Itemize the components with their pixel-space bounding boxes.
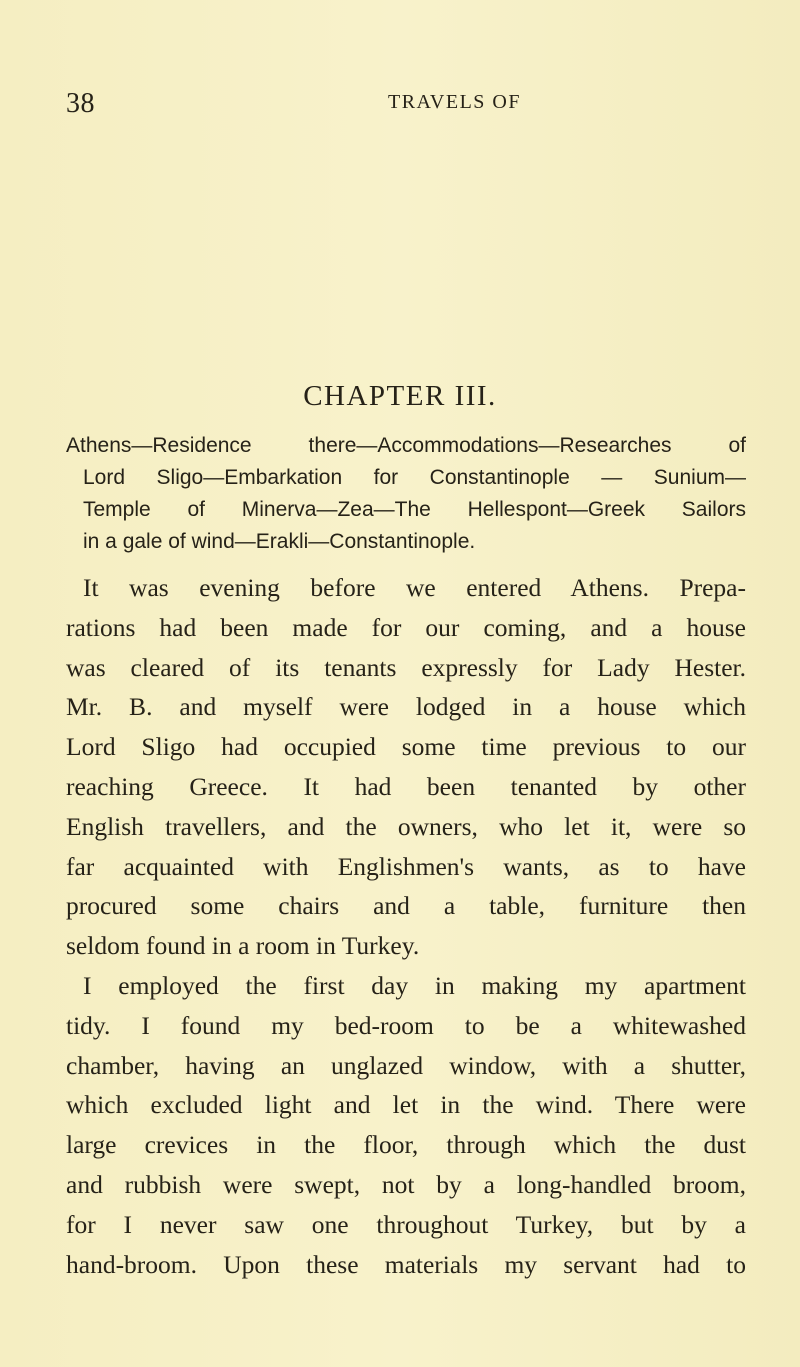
text-line: was cleared of its tenants expressly for Lady Hester. bbox=[66, 652, 746, 682]
chapter-summary bbox=[66, 430, 746, 558]
text-line: far acquainted with Englishmen's wants, as to have bbox=[66, 851, 746, 881]
text-line: hand-broom. Upon these materials my servant had to bbox=[66, 1249, 746, 1279]
summary-line: Athens—Residence there—Accommodations—Researches of bbox=[66, 434, 746, 457]
text-line: chamber, having an unglazed window, with a shutter, bbox=[66, 1050, 746, 1080]
body-text bbox=[66, 568, 746, 1284]
text-line: Lord Sligo had occupied some time previous to our bbox=[66, 732, 746, 762]
text-line: rations had been made for our coming, and a house bbox=[66, 612, 746, 642]
running-title: TRAVELS OF bbox=[388, 91, 521, 113]
text-line: large crevices in the floor, through which the dust bbox=[66, 1130, 746, 1160]
running-head bbox=[66, 88, 746, 118]
text-line: English travellers, and the owners, who let it, were so bbox=[66, 811, 746, 841]
text-line: which excluded light and let in the wind. There were bbox=[66, 1090, 746, 1120]
text-line: for I never saw one throughout Turkey, but by a bbox=[66, 1209, 746, 1239]
text-line: tidy. I found my bed-room to be a whitewashed bbox=[66, 1010, 746, 1040]
text-line: procured some chairs and a table, furniture then bbox=[66, 891, 746, 921]
summary-line: Lord Sligo—Embarkation for Constantinople — Sunium— bbox=[83, 466, 746, 489]
text-line: and rubbish were swept, not by a long-handled broom, bbox=[66, 1169, 746, 1199]
text-line: seldom found in a room in Turkey. bbox=[66, 931, 420, 961]
text-line: It was evening before we entered Athens. Prepa- bbox=[83, 573, 746, 602]
page-number: 38 bbox=[66, 88, 95, 119]
summary-line: in a gale of wind—Erakli—Constantinople. bbox=[83, 530, 476, 553]
text-line: I employed the first day in making my apartment bbox=[83, 970, 746, 1000]
text-line: Mr. B. and myself were lodged in a house which bbox=[66, 692, 746, 722]
chapter-heading: CHAPTER III. bbox=[303, 380, 497, 412]
summary-line: Temple of Minerva—Zea—The Hellespont—Greek Sailors bbox=[83, 498, 746, 521]
text-line: reaching Greece. It had been tenanted by other bbox=[66, 771, 746, 801]
